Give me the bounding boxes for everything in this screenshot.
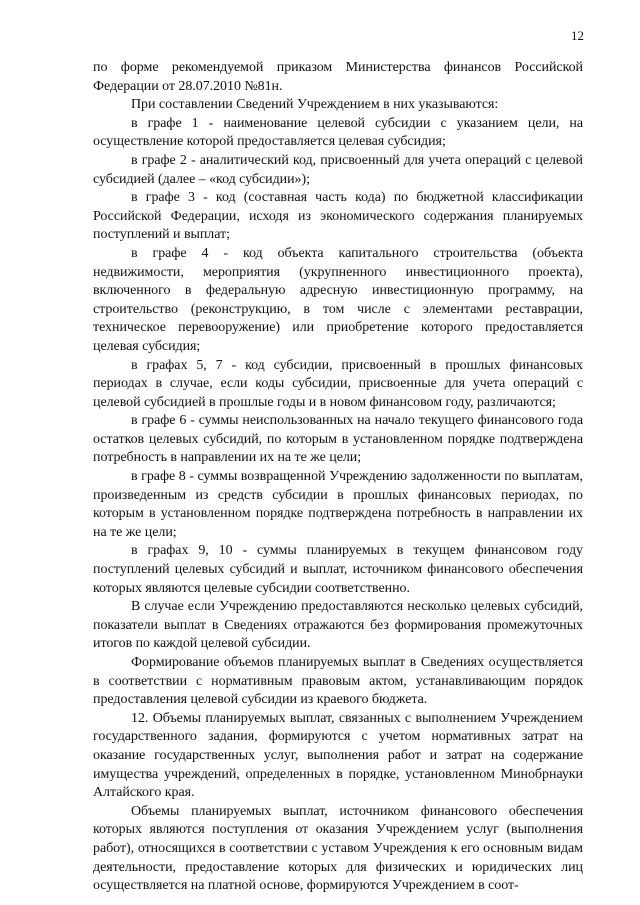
paragraph-column-8: в графе 8 - суммы возвращенной Учреждению задолженности по выплатам, произведенным из средств субсидии в прошлых финансовых периодах, по которым в установленном порядке подтверждена потребность в направлении их на те же цели; (93, 469, 583, 540)
paragraph-intro: При составлении Сведений Учреждением в них указываются: (131, 97, 499, 113)
paragraph-columns-5-7: в графах 5, 7 - код субсидии, присвоенный в прошлых финансовых периодах в случае, если коды субсидии, присвоенные для учета операций с целевой субсидией в прошлые годы и в новом финансовом году, различаются; (93, 357, 583, 410)
paragraph-column-6: в графе 6 - суммы неиспользованных на начало текущего финансового года остатков целевых субсидий, по которым в установленном порядке подтверждена потребность в направлении их на те же цели; (93, 413, 583, 466)
paragraph-paid-services: Объемы планируемых выплат, источником финансового обеспечения которых являются поступления от оказания Учреждением услуг (выполнения работ), относящихся в соответствии с уставом Учреждения к его основным видам деятельности, предоставление которых для физических и юридических лиц осуществляется на платной основе, формируются Учреждением в соот- (93, 803, 583, 894)
paragraph-section-12: 12. Объемы планируемых выплат, связанных с выполнением Учреждением государственного задания, формируются с учетом нормативных затрат на оказание государственных услуг, выполнения работ и затрат на содержание имущества учреждений, определенных в порядке, установленном Минобрнауки Алтайского края. (93, 710, 583, 801)
paragraph-column-3: в графе 3 - код (составная часть кода) по бюджетной классификации Российской Федерации, исходя из экономического содержания планируемых поступлений и выплат; (93, 190, 583, 243)
document-body (93, 59, 583, 896)
paragraph-column-2: в графе 2 - аналитический код, присвоенный для учета операций с целевой субсидией (далее – «код субсидии»); (93, 152, 583, 187)
paragraph-continuation: по форме рекомендуемой приказом Министерства финансов Российской Федерации от 28.07.2010 №81н. (93, 60, 583, 94)
paragraph-column-1: в графе 1 - наименование целевой субсидии с указанием цели, на осуществление которой предоставляется целевая субсидия; (93, 115, 583, 150)
paragraph-planned-payments: Формирование объемов планируемых выплат в Сведениях осуществляется в соответствии с нормативным правовым актом, устанавливающим порядок предоставления целевой субсидии из краевого бюджета. (93, 655, 583, 708)
page-number: 12 (571, 28, 584, 43)
paragraph-column-4: в графе 4 - код объекта капитального строительства (объекта недвижимости, мероприятия (укрупненного инвестиционного проекта), включенного в федеральную адресную инвестиционную программу, на строительство (реконструкцию, в том числе с элементами реставрации, техническое перевооружение) или приобретение которого предоставляется целевая субсидия; (93, 245, 583, 354)
paragraph-columns-9-10: в графах 9, 10 - суммы планируемых в текущем финансовом году поступлений целевых субсидий и выплат, источником финансового обеспечения которых являются целевые субсидии соответственно. (93, 543, 583, 596)
paragraph-multiple-subsidies: В случае если Учреждению предоставляются несколько целевых субсидий, показатели выплат в Сведениях отражаются без формирования промежуточных итогов по каждой целевой субсидии. (93, 599, 583, 652)
